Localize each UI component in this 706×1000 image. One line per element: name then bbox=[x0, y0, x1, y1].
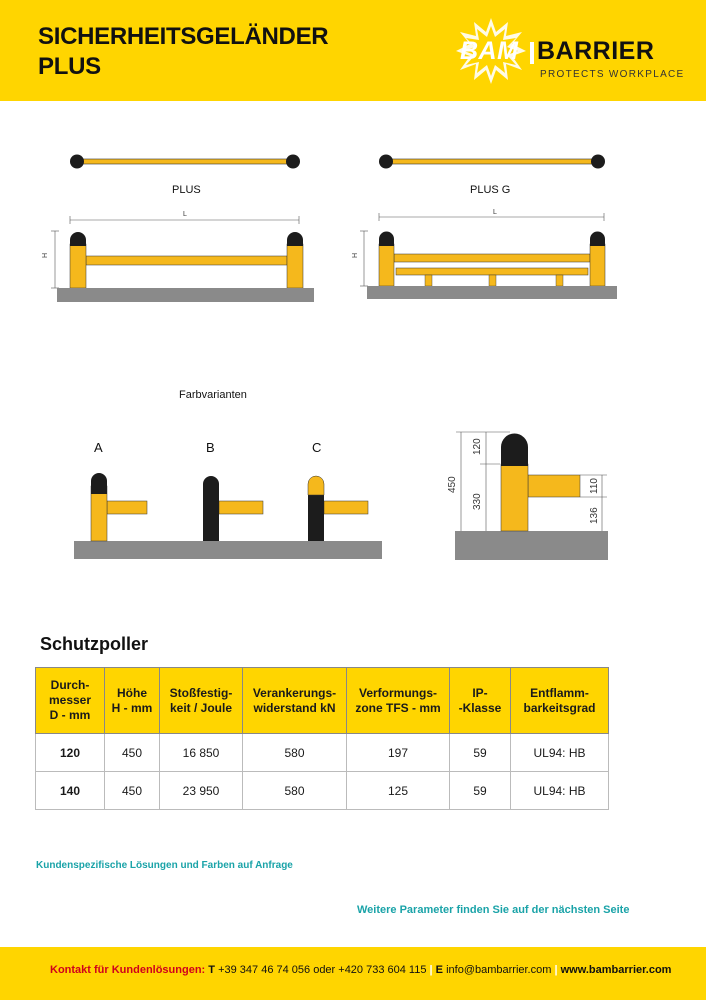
header-anchoring: Verankerungs- widerstand kN bbox=[243, 668, 347, 734]
table-cell: 59 bbox=[450, 772, 511, 810]
variant-a-label: A bbox=[94, 440, 103, 455]
plus-g-label: PLUS G bbox=[470, 184, 511, 196]
color-variants bbox=[74, 473, 382, 559]
plus-g-top-view bbox=[379, 155, 605, 169]
table-cell: UL94: HB bbox=[511, 772, 609, 810]
table-cell: 125 bbox=[347, 772, 450, 810]
header-deformation: Verformungs- zone TFS - mm bbox=[347, 668, 450, 734]
logo-tagline: PROTECTS WORKPLACE bbox=[540, 69, 685, 80]
dim-136: 136 bbox=[589, 507, 600, 524]
footer-separator: | bbox=[429, 964, 433, 976]
section-title: Schutzpoller bbox=[40, 634, 149, 654]
header-impact: Stoßfestig- keit / Joule bbox=[160, 668, 243, 734]
plus-g-front-view bbox=[360, 213, 617, 299]
footer-bar bbox=[0, 947, 706, 1000]
spec-table bbox=[35, 667, 609, 810]
header-height: Höhe H - mm bbox=[105, 668, 160, 734]
length-label-plus: L bbox=[183, 211, 187, 218]
page-title-line-1: SICHERHEITSGELÄNDER bbox=[38, 23, 329, 50]
header-diameter: Durch- messer D - mm bbox=[36, 668, 105, 734]
email-prefix: E bbox=[435, 964, 444, 976]
email-link[interactable]: info@bambarrier.com bbox=[446, 964, 552, 976]
table-cell: 450 bbox=[105, 734, 160, 772]
length-label-plus-g: L bbox=[493, 209, 497, 216]
table-cell: UL94: HB bbox=[511, 734, 609, 772]
table-cell: 120 bbox=[36, 734, 105, 772]
height-label-plus: H bbox=[42, 252, 49, 258]
table-cell: 23 950 bbox=[160, 772, 243, 810]
table-header-row bbox=[36, 668, 609, 734]
color-variants-label: Farbvarianten bbox=[179, 389, 247, 401]
plus-top-view bbox=[70, 155, 300, 169]
header-flammability: Entflamm- barkeitsgrad bbox=[511, 668, 609, 734]
more-parameters-note: Weitere Parameter finden Sie auf der nächsten Seite bbox=[357, 904, 630, 916]
table-cell: 580 bbox=[243, 772, 347, 810]
height-label-plus-g: H bbox=[352, 252, 359, 258]
footer-contact bbox=[50, 964, 671, 976]
table-cell: 59 bbox=[450, 734, 511, 772]
custom-solutions-note: Kundenspezifische Lösungen und Farben auf Anfrage bbox=[36, 860, 293, 871]
logo-bam-text: BAM bbox=[460, 37, 519, 65]
logo-barrier-text: BARRIER bbox=[537, 37, 655, 65]
table-cell: 580 bbox=[243, 734, 347, 772]
table-cell: 450 bbox=[105, 772, 160, 810]
dim-120: 120 bbox=[472, 438, 483, 455]
variant-b-label: B bbox=[206, 440, 215, 455]
variant-c-label: C bbox=[312, 440, 322, 455]
table-cell: 140 bbox=[36, 772, 105, 810]
dim-450: 450 bbox=[447, 476, 458, 493]
phone-prefix: T bbox=[208, 964, 216, 976]
plus-front-view bbox=[51, 216, 314, 302]
table-cell: 197 bbox=[347, 734, 450, 772]
phone-numbers[interactable]: +39 347 46 74 056 oder +420 733 604 115 bbox=[218, 964, 427, 976]
page-title-line-2: PLUS bbox=[38, 53, 101, 80]
contact-label: Kontakt für Kundenlösungen: bbox=[50, 964, 206, 976]
footer-separator: | bbox=[554, 964, 558, 976]
table-row bbox=[36, 772, 609, 810]
header-ip-class: IP- -Klasse bbox=[450, 668, 511, 734]
plus-label: PLUS bbox=[172, 184, 201, 196]
website-link[interactable]: www.bambarrier.com bbox=[560, 964, 672, 976]
dim-330: 330 bbox=[472, 493, 483, 510]
dim-110: 110 bbox=[589, 478, 600, 494]
table-cell: 16 850 bbox=[160, 734, 243, 772]
table-row bbox=[36, 734, 609, 772]
